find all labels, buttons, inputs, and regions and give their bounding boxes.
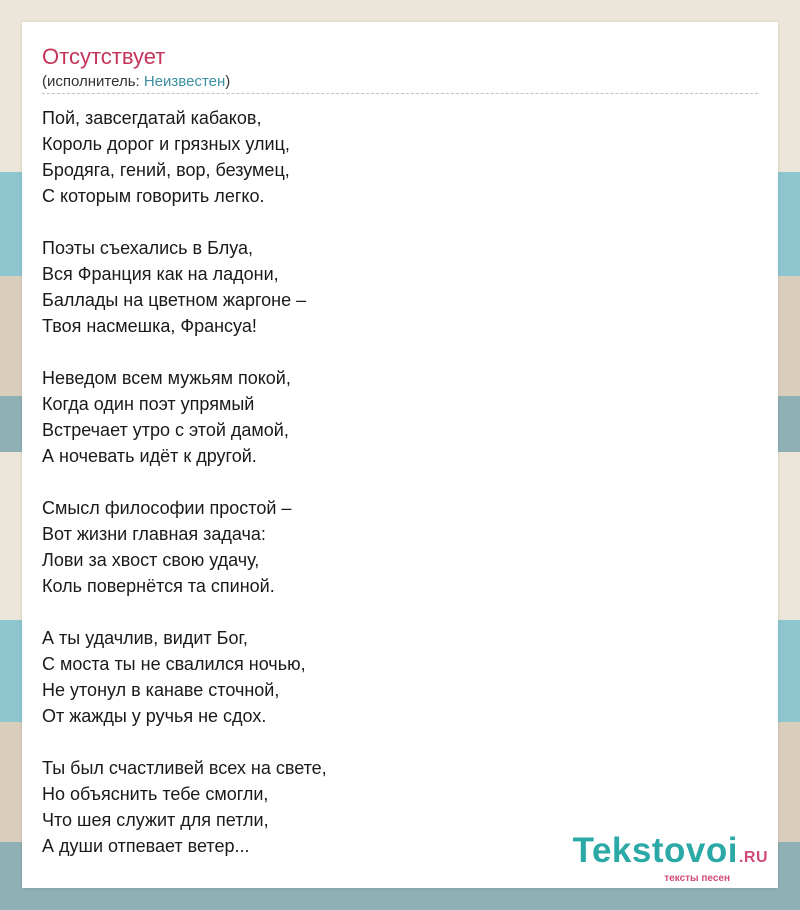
lyric-line: С моста ты не свалился ночью, xyxy=(42,654,306,674)
lyric-line: А души отпевает ветер... xyxy=(42,836,250,856)
lyric-line: Бродяга, гений, вор, безумец, xyxy=(42,160,290,180)
stanza xyxy=(42,625,742,729)
artist-link[interactable]: Неизвестен xyxy=(143,73,226,90)
logo-tld: .RU xyxy=(738,849,768,866)
lyrics-text xyxy=(42,105,742,885)
stanza xyxy=(42,495,742,599)
lyric-line: Твоя насмешка, Франсуа! xyxy=(42,316,257,336)
lyric-line: Лови за хвост свою удачу, xyxy=(42,550,260,570)
lyric-line: Пой, завсегдатай кабаков, xyxy=(42,108,262,128)
logo-tagline: тексты песен xyxy=(664,873,730,884)
artist-suffix: ) xyxy=(225,73,231,90)
lyric-line: Коль повернётся та спиной. xyxy=(42,576,275,596)
song-title: Отсутствует xyxy=(42,44,166,69)
logo-name: Tekstovoi xyxy=(572,831,738,870)
lyric-line: С которым говорить легко. xyxy=(42,186,265,206)
lyrics-card xyxy=(22,22,778,888)
lyric-line: А ты удачлив, видит Бог, xyxy=(42,628,248,648)
stanza xyxy=(42,235,742,339)
song-subtitle xyxy=(42,73,230,91)
lyric-line: Вся Франция как на ладони, xyxy=(42,264,279,284)
lyric-line: Вот жизни главная задача: xyxy=(42,524,266,544)
site-logo[interactable] xyxy=(573,832,768,884)
logo-wordmark xyxy=(573,832,768,877)
stanza xyxy=(42,105,742,209)
header-divider xyxy=(42,93,758,94)
lyric-line: Что шея служит для петли, xyxy=(42,810,269,830)
lyric-line: Ты был счастливей всех на свете, xyxy=(42,758,327,778)
lyric-line: Встречает утро с этой дамой, xyxy=(42,420,289,440)
lyric-line: Поэты съехались в Блуа, xyxy=(42,238,254,258)
lyric-line: Король дорог и грязных улиц, xyxy=(42,134,290,154)
lyric-line: Но объяснить тебе смогли, xyxy=(42,784,269,804)
lyric-line: От жажды у ручья не сдох. xyxy=(42,706,267,726)
lyric-line: Когда один поэт упрямый xyxy=(42,394,255,414)
stanza xyxy=(42,365,742,469)
lyric-line: А ночевать идёт к другой. xyxy=(42,446,257,466)
lyric-line: Неведом всем мужьям покой, xyxy=(42,368,291,388)
lyric-line: Не утонул в канаве сточной, xyxy=(42,680,280,700)
artist-prefix: (исполнитель: xyxy=(42,73,144,90)
lyric-line: Смысл философии простой – xyxy=(42,498,292,518)
lyric-line: Баллады на цветном жаргоне – xyxy=(42,290,307,310)
